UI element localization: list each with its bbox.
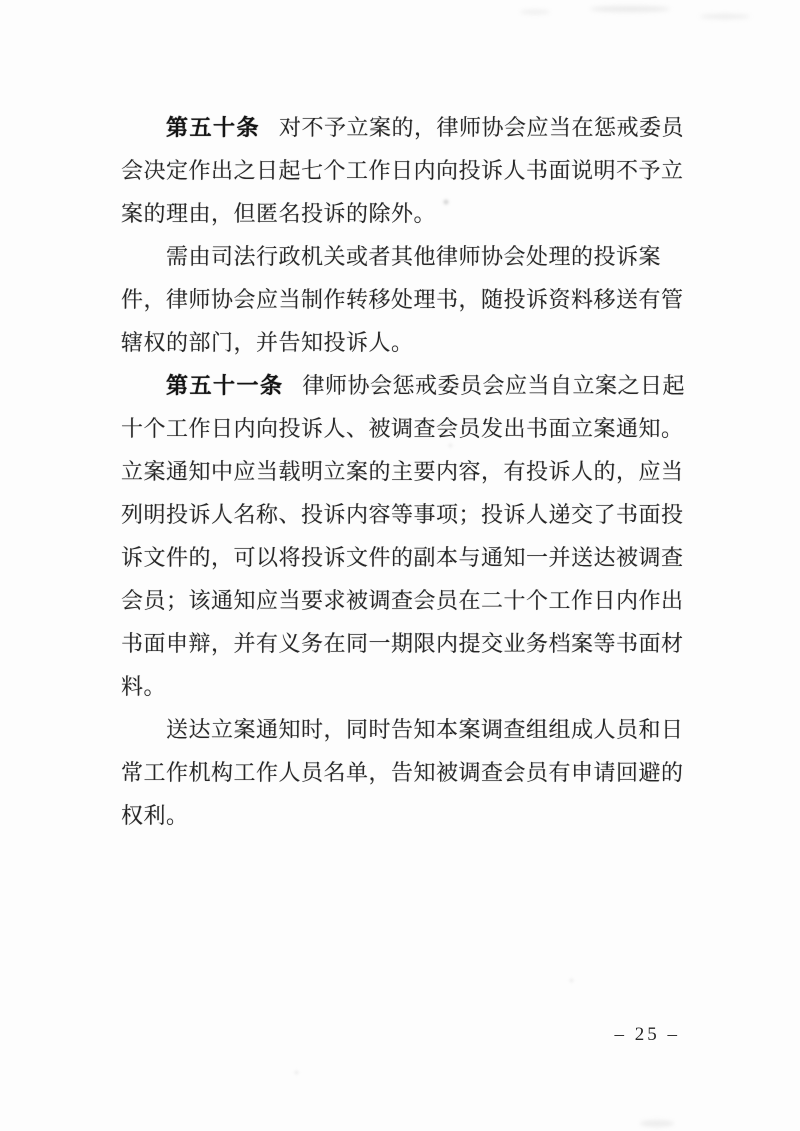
text-line: 常工作机构工作人员名单，告知被调查会员有申请回避的 bbox=[121, 760, 684, 785]
document-body bbox=[121, 106, 687, 837]
text-line: 会决定作出之日起七个工作日内向投诉人书面说明不予立 bbox=[121, 158, 684, 183]
article-number: 第五十条 bbox=[166, 115, 261, 140]
page-number: – 25 – bbox=[614, 1024, 680, 1045]
text-line: 书面申辩，并有义务在同一期限内提交业务档案等书面材 bbox=[121, 631, 684, 656]
text-line: 立案通知中应当载明立案的主要内容，有投诉人的，应当 bbox=[121, 459, 684, 484]
article-number: 第五十一条 bbox=[166, 373, 284, 398]
text-line: 辖权的部门，并告知投诉人。 bbox=[121, 330, 414, 355]
scan-artifact bbox=[295, 1071, 298, 1074]
scan-artifact bbox=[520, 10, 550, 14]
text-line: 料。 bbox=[121, 674, 167, 699]
scan-artifact bbox=[700, 14, 750, 19]
scan-artifact bbox=[570, 979, 573, 982]
text-line: 需由司法行政机关或者其他律师协会处理的投诉案 bbox=[166, 244, 662, 269]
text-line: 十个工作日内向投诉人、被调查会员发出书面立案通知。 bbox=[121, 416, 684, 441]
text-line: 列明投诉人名称、投诉内容等事项；投诉人递交了书面投 bbox=[121, 502, 684, 527]
text-line: 诉文件的，可以将投诉文件的副本与通知一并送达被调查 bbox=[121, 545, 684, 570]
text-line: 会员；该通知应当要求被调查会员在二十个工作日内作出 bbox=[121, 588, 684, 613]
text-line: 案的理由，但匿名投诉的除外。 bbox=[121, 201, 437, 226]
text-line: 权利。 bbox=[121, 803, 189, 828]
text-line: 第五十条 对不予立案的，律师协会应当在惩戒委员 bbox=[166, 115, 685, 140]
text-line: 送达立案通知时，同时告知本案调查组组成人员和日 bbox=[166, 717, 684, 742]
scan-artifact bbox=[590, 6, 670, 12]
scan-artifact bbox=[640, 1120, 674, 1127]
text-line: 件，律师协会应当制作转移处理书，随投诉资料移送有管 bbox=[121, 287, 684, 312]
text-line: 第五十一条 律师协会惩戒委员会应当自立案之日起 bbox=[166, 373, 686, 398]
